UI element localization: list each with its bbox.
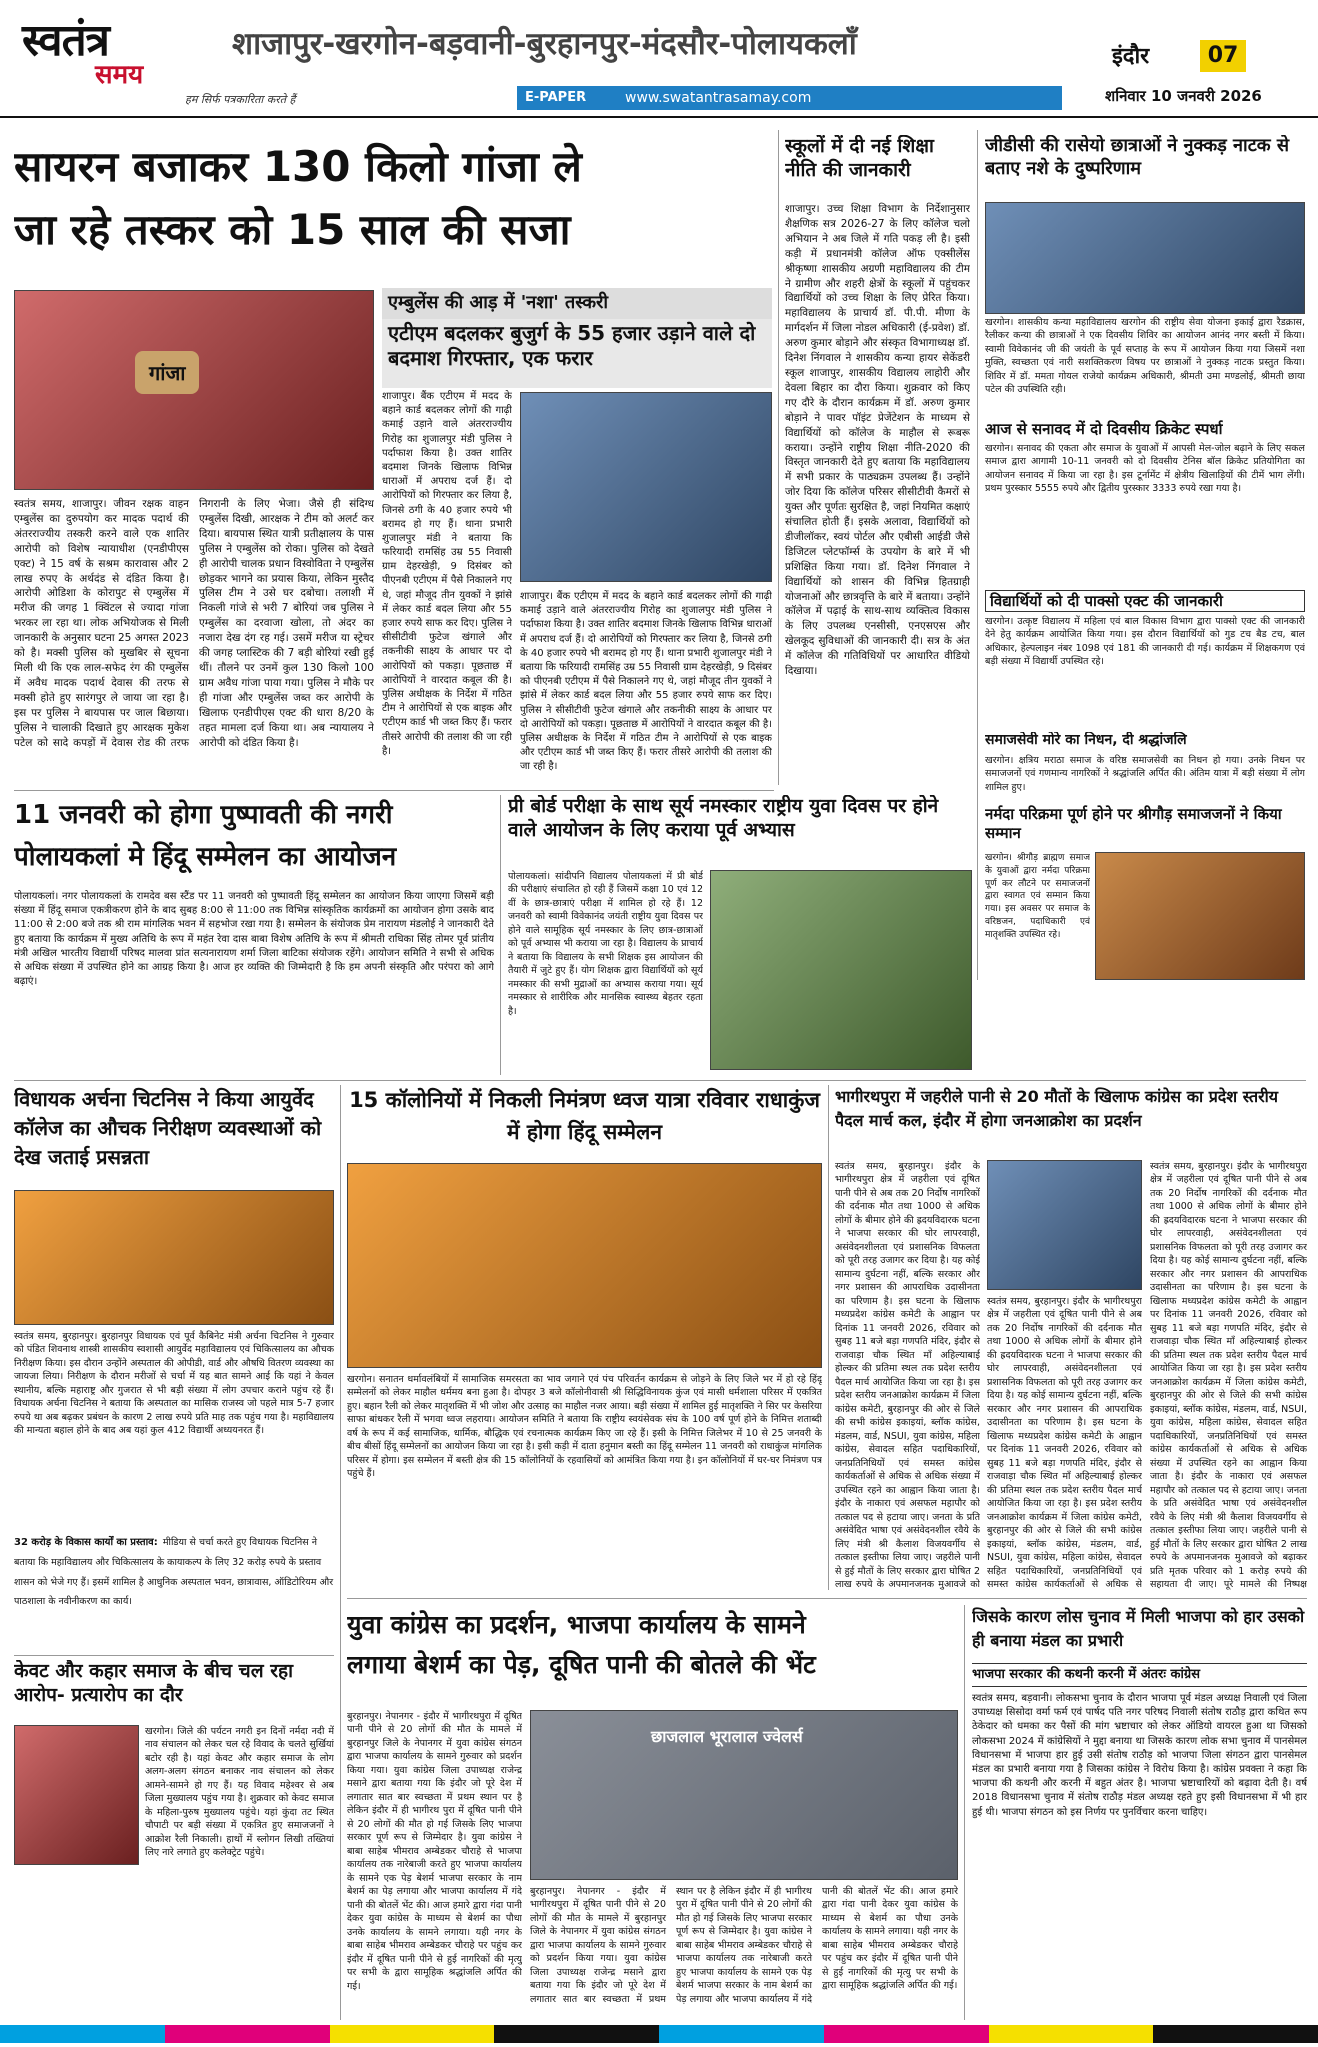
archana-sub-body: मीडिया से चर्चा करते हुए विधायक चिटनिस ने बताया कि महाविद्यालय और चिकित्सालय के कायाकल्प के लिए 32 करोड़ रुपये के प्रस्ताव शासन को भेजे गए हैं। इसमें शामिल है आधुनिक अस्पताल भवन, छात्रावास, ऑडिटोरियम और पाठशाला के नवीनीकरण का कार्य। <box>14 1537 334 1608</box>
yuva-photo <box>530 1710 958 1880</box>
hindu-headline: 11 जनवरी को होगा पुष्पावती की नगरी पोलायकलां मे हिंदू सम्मेलन का आयोजन <box>14 800 397 872</box>
atm-arrest-photo <box>520 392 772 582</box>
prayoga-headline-box <box>508 795 973 865</box>
color-swatch <box>824 2025 989 2043</box>
logo-bottom: समय <box>95 60 144 90</box>
epaper-badge: E-PAPER <box>525 90 587 105</box>
ganja-sack-label: गांजा <box>135 351 199 394</box>
lead-image <box>14 290 374 490</box>
pocso-headline: विद्यार्थियों को दी पाक्सो एक्ट की जानकारी <box>990 592 1223 610</box>
loksabha-sub: भाजपा सरकार की कथनी करनी में अंतरः कांग्रेस <box>972 1667 1200 1682</box>
color-swatch <box>165 2025 330 2043</box>
color-swatch <box>330 2025 495 2043</box>
loksabha-body: स्वतंत्र समय, बड़वानी। लोकसभा चुनाव के दौरान भाजपा पूर्व मंडल अध्यक्ष निवाली एवं जिला उपाध्यक्ष सिसोदा वर्मा फर्म एवं पार्षद पति नगर परिषद निवाली संतोष राठौड़ द्वारा कथित रूप ठेकेदार को धमका कर पैसों की मांग भ्रष्टाचार को लेकर ऑडियो वायरल हुआ था जिसको लोकसभा 2024 में कांग्रेसियों ने मुद्दा बनाया था जिसके कारण लोक सभा चुनाव में पानसेमल विधानसभा में भाजपा हार हुई उसी संतोष राठौड़ को भाजपा जिला संगठन द्वारा पानसेमल मंडल का प्रभारी बनाया गया है जिसका कांग्रेस ने विरोध किया है। कांग्रेस प्रवक्ता ने कहा कि भाजपा की कथनी और करनी में बहुत अंतर है। भाजपा भ्रष्टाचारियों को बढ़ावा देती है। वर्ष 2018 विधानसभा चुनाव में संतोष राठौड़ मंडल अध्यक्ष रहते हुए इसी विधानसभा में भी हार हुई थी। भाजपा संगठन को इस निर्णय पर पुनर्विचार करना चाहिए। <box>972 1693 1307 1818</box>
archana-headline-box <box>14 1085 334 1185</box>
masthead-rule <box>0 116 1318 118</box>
bhagirath-body-1: स्वतंत्र समय, बुरहानपुर। इंदौर के भागीरथपुरा क्षेत्र में जहरीला एवं दूषित पानी पीने से अब तक 20 निर्दोष नागरिकों की दर्दनाक मौत तथा 1000 से अधिक लोगों के बीमार होने की ह्रदयविदारक घटना ने भाजपा सरकार की घोर लापरवाही, असंवेदनशीलता एवं प्रशासनिक विफलता को पूरी तरह उजागर कर दिया है। यह कोई सामान्य दुर्घटना नहीं, बल्कि सरकार और नगर प्रशासन की आपराधिक उदासीनता का परिणाम है। इस घटना के खिलाफ मध्यप्रदेश कांग्रेस कमेटी के आह्वान पर दिनांक 11 जनवरी 2026, रविवार को सुबह 11 बजे बड़ा गणपति मंदिर, इंदौर से राजवाड़ा चौक स्थित माँ अहिल्याबाई होल्कर की प्रतिमा स्थल तक प्रदेश स्तरीय पैदल मार्च आयोजित किया जा रहा है। इस प्रदेश स्तरीय जनआक्रोश कार्यक्रम में जिला कांग्रेस कमेटी, बुरहानपुर की ओर से जिले की सभी कांग्रेस इकाइयां, ब्लॉक कांग्रेस, मंडलम, वार्ड, NSUI, युवा कांग्रेस, महिला कांग्रेस, सेवादल सहित पदाधिकारियों, जनप्रतिनिधियों एवं समस्त कांग्रेस कार्यकर्ताओं से अधिक से अधिक संख्या में उपस्थित रहने का आह्वान किया जाता है। इंदौर के नाकारा एवं असफल महापौर को तत्काल पद से हटाया जाए। जनता के प्रति असंवेदित भाषा एवं असंवेदनशील रवैये के लिए मंत्री श्री कैलाश विजयवर्गीय से तत्काल इस्तीफा लिया जाए। जहरीले पानी से हुई मौतों के लिए सरकार द्वारा घोषित 2 लाख रुपये के अपमानजनक मुआवजे को <box>835 1161 980 1590</box>
archana-headline: विधायक अर्चना चिटनिस ने किया आयुर्वेद कॉलेज का औचक निरीक्षण व्यवस्थाओं को देख जताई प्रसन्नता <box>14 1087 322 1169</box>
loksabha-headline-box <box>972 1605 1307 1660</box>
yuva-headline-2: लगाया बेशर्म का पेड़, दूषित पानी की बोतले की भेंट <box>347 1650 816 1679</box>
cricket-body: खरगोन। सनावद की एकता और समाज के युवाओं में आपसी मेल-जोल बढ़ाने के लिए सकल समाज द्वारा आगामी 10-11 जनवरी को दो दिवसीय टेनिस बॉल क्रिकेट प्रतियोगिता का आयोजन सनावद में किया जा रहा है। इस टूर्नामेंट में क्षेत्रीय खिलाड़ियों की टीमें भाग लेंगी। प्रथम पुरस्कार 5555 रुपये और द्वितीय पुरस्कार 3333 रुपये रखा गया है। <box>985 443 1305 495</box>
school-body: शाजापुर। उच्च शिक्षा विभाग के निर्देशानुसार शैक्षणिक सत्र 2026-27 के लिए कॉलेज चलो अभियान ने अब जिले में गति पकड़ ली है। इसी कड़ी में प्रधानमंत्री कॉलेज ऑफ एक्सीलेंस श्रीकृष्णा शासकीय अग्रणी महाविद्यालय की टीम ने ग्रामीण और शहरी क्षेत्रों के स्कूलों में पहुंचकर विद्यार्थियों को उच्च शिक्षा के लिए प्रेरित किया। महाविद्यालय के प्राचार्य डॉ. पी.पी. मीणा के मार्गदर्शन में जिला नोडल अधिकारी (ई-प्रवेश) डॉ. अरुण कुमार बोड़ाने और संस्कृत विभागाध्यक्ष डॉ. दिनेश निंगवाल ने शासकीय कन्या हायर सेकेंडरी स्कूल शाजापुर, शासकीय विद्यालय लाहोरी और देवला बिहार का दौरा किया। शुक्रवार को किए गए दौरे के दौरान कार्यक्रम में डॉ. अरुण कुमार बोड़ाने ने पावर पॉइंट प्रेजेंटेशन के माध्यम से विद्यार्थियों को कॉलेज के माहौल से रूबरू कराया। उन्होंने राष्ट्रीय शिक्षा नीति-2020 की विस्तृत जानकारी देते हुए बताया कि महाविद्यालय में सभी प्रकार के पाठ्यक्रम उपलब्ध हैं। उन्होंने जोर दिया कि कॉलेज परिसर सीसीटीवी कैमरों से युक्त और पूर्णतः सुरक्षित है, जहां नियमित कक्षाएं संचालित होती हैं। इसके अलावा, विद्यार्थियों को डीजीलॉकर, स्वयं पोर्टल और एबीसी आईडी जैसे डिजिटल प्लेटफॉर्म्स के उपयोग के बारे में भी प्रशिक्षित किया गया। डॉ. दिनेश निंगवाल ने विद्यार्थियों को शासन की विभिन्न हितग्राही योजनाओं और छात्रवृत्ति के बारे में बताया। उन्होंने कॉलेज में पढ़ाई के साथ-साथ व्यक्तित्व विकास के लिए उपलब्ध एनसीसी, एनएसएस और खेलकूद सुविधाओं की जानकारी दी। सत्र के अंत में कॉलेज की गतिविधियों पर आधारित वीडियो दिखाया। <box>785 203 970 678</box>
hindu-headline-box <box>14 795 494 883</box>
lead-headline-line-1: सायरन बजाकर 130 किलो गांजा ले <box>14 142 582 191</box>
yuva-headline-1: युवा कांग्रेस का प्रदर्शन, भाजपा कार्यालय के सामने <box>347 1610 806 1639</box>
school-headline-box <box>785 135 970 200</box>
jd-photo <box>985 202 1305 314</box>
narmada-headline-box <box>985 805 1305 850</box>
narmada-photo <box>1095 852 1305 980</box>
archana-body: स्वतंत्र समय, बुरहानपुर। बुरहानपुर विधायक एवं पूर्व कैबिनेट मंत्री अर्चना चिटनिस ने गुरुवार को पंडित शिवनाथ शास्त्री शासकीय स्वशासी आयुर्वेद महाविद्यालय एवं चिकित्सालय का औचक निरीक्षण किया। इस दौरान उन्होंने अस्पताल की ओपीडी, वार्ड और औषधि वितरण व्यवस्था का जायजा लिया। निरीक्षण के दौरान मरीजों से चर्चा में यह बात सामने आई कि यहां ने केवल स्थानीय, बल्कि महाराष्ट्र और गुजरात से भी बड़ी संख्या में लोग उपचार कराने पहुंच रहे हैं। विधायक अर्चना चिटनिस ने बताया कि अस्पताल का मासिक राजस्व जो पहले मात्र 5-7 हजार रुपये था अब बढ़कर प्रबंधन के कारण 2 लाख रुपये प्रति माह तक पहुंच गया है। महाविद्यालय की मान्यता बहाल होने के बाद अब यहां कुल 412 विद्यार्थी अध्ययनरत हैं। <box>14 1331 334 1437</box>
dhwaj-body: खरगोन। सनातन धर्मावलंबियों में सामाजिक समरसता का भाव जगाने एवं पंच परिवर्तन कार्यक्रम से जोड़ने के लिए जिले भर में हो रहे हिंदू सम्मेलनों को लेकर माहौल धर्ममय बना हुआ है। दोपहर 3 बजे कॉलोनीवासी श्री सिद्धिविनायक कुंज एवं मासी धर्मशाला परिसर में एकत्रित हुए। बहान रैली को लेकर मातृशक्ति में भी जोश और उत्साह का माहौल नजर आया। बड़ी संख्या में शामिल हुई मातृशक्ति ने सिर पर केसरिया साफा बांधकर रैली में भगवा ध्वज लहराया। आयोजन समिति ने बताया कि राष्ट्रीय स्वयंसेवक संघ के 100 वर्ष पूर्ण होने के निमित्त शताब्दी वर्ष के रूप में कई सामाजिक, धार्मिक, बौद्धिक एवं रचनात्मक कार्यक्रम किए जा रहे हैं। इसी के निमित्त जिलेभर में 10 से 25 जनवरी के बीच बीसों हिंदू सम्मेलनों का आयोजन किया जा रहा है। इसी कड़ी में दाता हनुमान बस्ती का हिंदू सम्मेलन 11 जनवरी को राधाकुंज मांगलिक परिसर में होगा। इस सम्मेलन में बस्ती क्षेत्र की 15 कॉलोनियों के रहवासियों को आमंत्रित किया गया है। इन कॉलोनियों में घर-घर निमंत्रण पत्र पहुंचे हैं। <box>347 1374 822 1480</box>
dhwaj-headline: 15 कॉलोनियों में निकली निमंत्रण ध्वज यात्रा रविवार राधाकुंज में होगा हिंदू सम्मेलन <box>349 1088 820 1144</box>
narmada-body: खरगोन। श्रीगौड़ ब्राह्मण समाज के युवाओं द्वारा नर्मदा परिक्रमा पूर्ण कर लौटने पर समाजजनों द्वारा स्वागत एवं सम्मान किया गया। इस अवसर पर समाज के वरिष्ठजन, पदाधिकारी एवं मातृशक्ति उपस्थित रहे। <box>985 853 1090 940</box>
school-headline: स्कूलों में दी नई शिक्षा नीति की जानकारी <box>785 135 934 181</box>
color-swatch <box>989 2025 1154 2043</box>
shop-sign: छाजलाल भूरालाल ज्वेलर्स <box>651 1727 803 1746</box>
logo-top: स्वतंत्र <box>22 15 109 66</box>
jd-body: खरगोन। शासकीय कन्या महाविद्यालय खरगोन की राष्ट्रीय सेवा योजना इकाई द्वारा रैडक्रास, रैलीकर कन्या की छात्राओं ने एक दिवसीय शिविर का आयोजन आनंद नगर बस्ती में किया। स्वामी विवेकानंद जी की जयंती के पूर्व सप्ताह के रूप में आयोजन किया गया जिसमें नशा मुक्ति, स्वच्छता एवं नारी सशक्तिकरण विषय पर छात्राओं ने नुक्कड़ नाटक प्रस्तुत किया। शिविर में डॉ. ममता गोयल राजेयो कार्यक्रम अधिकारी, श्रीमती उमा मण्डलोई, श्रीमती छाया पटेल की उपस्थिति रही। <box>985 317 1305 396</box>
cricket-headline: आज से सनावद में दो दिवसीय क्रिकेट स्पर्धा <box>985 420 1223 438</box>
pocso-headline-box <box>985 590 1305 612</box>
archana-sub-title: 32 करोड़ के विकास कार्यों का प्रस्ताव: <box>14 1537 158 1548</box>
color-swatch <box>0 2025 165 2043</box>
pocso-body: खरगोन। उत्कृष्ट विद्यालय में महिला एवं बाल विकास विभाग द्वारा पाक्सो एक्ट की जानकारी देने हेतु कार्यक्रम आयोजित किया गया। इस दौरान विद्यार्थियों को गुड टच बैड टच, बाल अधिकार, हेल्पलाइन नंबर 1098 एवं 181 की जानकारी दी गई। कार्यक्रम में शिक्षकगण एवं बड़ी संख्या में विद्यार्थी उपस्थित रहे। <box>985 616 1305 668</box>
atm-body-cont: शाजापुर। बैंक एटीएम में मदद के बहाने कार्ड बदलकर लोगों की गाढ़ी कमाई उड़ाने वाले अंतरराज्यीय गिरोह का शुजालपुर मंडी पुलिस ने पर्दाफाश किया है। उक्त शातिर बदमाश जिनके खिलाफ विभिन्न धाराओं में अपराध दर्ज हैं। दो आरोपियों को गिरफ्तार कर लिया है, जिनसे ठगी के 40 हजार रुपये भी बरामद हो गए हैं। थाना प्रभारी शुजालपुर मंडी ने बताया कि फरियादी रामसिंह उम्र 55 निवासी ग्राम देहरखेड़ी, 9 दिसंबर को पीएनबी एटीएम में पैसे निकालने गए थे, जहां मौजूद तीन युवकों ने झांसे में लेकर कार्ड बदल लिया और 55 हजार रुपये साफ कर दिए। पुलिस ने सीसीटीवी फुटेज खंगाले और तकनीकी साक्ष्य के आधार पर दो आरोपियों को पकड़ा। पूछताछ में आरोपियों ने वारदात कबूल की है। पुलिस अधीक्षक के निर्देश में गठित टीम ने आरोपियों से एक बाइक और एटीएम कार्ड भी जब्त किए हैं। फरार तीसरे आरोपी की तलाश की जा रही है। <box>520 591 772 773</box>
jd-headline: जीडीसी की रासेयो छात्राओं ने नुक्कड़ नाटक से बताए नशे के दुष्परिणाम <box>985 135 1290 179</box>
narmada-headline: नर्मदा परिक्रमा पूर्ण होने पर श्रीगौड़ समाजजनों ने किया सम्मान <box>985 805 1282 842</box>
mori-headline: समाजसेवी मोरे का निधन, दी श्रद्धांजलि <box>985 732 1187 748</box>
loksabha-sub-box <box>972 1663 1307 1687</box>
kewat-headline-box <box>14 1660 334 1720</box>
dhwaj-photo <box>347 1163 822 1368</box>
cricket-headline-box <box>985 420 1305 442</box>
jd-headline-box <box>985 135 1305 200</box>
dhwaj-headline-box <box>347 1085 822 1160</box>
print-color-bar <box>0 2025 1318 2043</box>
kewat-headline: केवट और कहार समाज के बीच चल रहा आरोप- प्रत्यारोप का दौर <box>14 1660 293 1706</box>
bhagirath-headline: भागीरथपुरा में जहरीले पानी से 20 मौतों के खिलाफ कांग्रेस का प्रदेश स्तरीय पैदल मार्च कल, इंदौर में होगा जनआक्रोश का प्रदर्शन <box>835 1087 1279 1130</box>
mori-headline-box <box>985 732 1305 754</box>
prayoga-headline: प्री बोर्ड परीक्षा के साथ सूर्य नमस्कार राष्ट्रीय युवा दिवस पर होने वाले आयोजन के लिए कराया पूर्व अभ्यास <box>508 795 939 841</box>
archana-sub <box>14 1530 334 1650</box>
loksabha-headline: जिसके कारण लोस चुनाव में मिली भाजपा को हार उसको ही बनाया मंडल का प्रभारी <box>972 1607 1305 1650</box>
bhagirath-headline-box <box>835 1085 1307 1155</box>
lead-body: स्वतंत्र समय, शाजापुर। जीवन रक्षक वाहन एम्बुलेंस का दुरुपयोग कर मादक पदार्थ की अंतरराज्यीय तस्करी करने वाले एक शातिर आरोपी को विशेष न्यायाधीश (एनडीपीएस एक्ट) ने 15 वर्ष के सश्रम कारावास और 2 लाख रुपए के अर्थदंड से दंडित किया है। आरोपी ओडिशा के कोरापुट से एम्बुलेंस में मरीज की जगह 1 क्विंटल से ज्यादा गांजा भरकर ला रहा था। लोक अभियोजक से मिली जानकारी के अनुसार घटना 25 अगस्त 2023 को है। मक्सी पुलिस को मुखबिर से सूचना मिली थी कि एक लाल-सफेद रंग की एम्बुलेंस में अवैध मादक पदार्थ देवास की तरफ से मक्सी होते हुए सारंगपुर ले जाया जा रहा है। इस पर पुलिस ने बायपास पर जाल बिछाया। पुलिस ने चालाकी दिखाते हुए आरक्षक मुकेश पटेल को सादे कपड़ों में देवास रोड की तरफ निगरानी के लिए भेजा। जैसे ही संदिग्ध एम्बुलेंस दिखी, आरक्षक ने टीम को अलर्ट कर दिया। बायपास स्थित यात्री प्रतीक्षालय के पास पुलिस ने एम्बुलेंस को रोका। पुलिस को देखते ही आरोपी चालक प्रधान विस्वोविता ने एम्बुलेंस छोड़कर भागने का प्रयास किया, लेकिन मुस्तैद पुलिस टीम ने उसे घर दबोचा। तलाशी में निकली गांजे से भरी 7 बोरियां जब पुलिस ने एम्बुलेंस का दरवाजा खोला, तो अंदर का नजारा देख दंग रह गई। उसमें मरीज या स्ट्रेचर की जगह प्लास्टिक की 7 बड़ी बोरियां रखी हुई थीं। तौलने पर उनमें कुल 130 किलो 100 ग्राम अवैध गांजा पाया गया। पुलिस ने मौके पर ही गांजा और एम्बुलेंस जब्त कर आरोपी के खिलाफ एनडीपीएस एक्ट की धारा 8/20 के तहत मामला दर्ज किया था। अब न्यायालय ने आरोपी को दंडित किया है। <box>14 498 374 749</box>
atm-kicker: एम्बुलेंस की आड़ में 'नशा' तस्करी <box>382 288 772 319</box>
edition-city: इंदौर <box>1112 44 1150 69</box>
bhagirath-body-2: स्वतंत्र समय, बुरहानपुर। इंदौर के भागीरथपुरा क्षेत्र में जहरीला एवं दूषित पानी पीने से अब तक 20 निर्दोष नागरिकों की दर्दनाक मौत तथा 1000 से अधिक लोगों के बीमार होने की ह्रदयविदारक घटना ने भाजपा सरकार की घोर लापरवाही, असंवेदनशीलता एवं प्रशासनिक विफलता को पूरी तरह उजागर कर दिया है। यह कोई सामान्य दुर्घटना नहीं, बल्कि सरकार और नगर प्रशासन की आपराधिक उदासीनता का परिणाम है। इस घटना के खिलाफ मध्यप्रदेश कांग्रेस कमेटी के आह्वान पर दिनांक 11 जनवरी 2026, रविवार को सुबह 11 बजे बड़ा गणपति मंदिर, इंदौर से राजवाड़ा चौक स्थित माँ अहिल्याबाई होल्कर की प्रतिमा स्थल तक प्रदेश स्तरीय पैदल मार्च आयोजित किया जा रहा है। इस प्रदेश स्तरीय जनआक्रोश कार्यक्रम में जिला कांग्रेस कमेटी, बुरहानपुर की ओर से जिले की सभी कांग्रेस इकाइयां, ब्लॉक कांग्रेस, मंडलम, वार्ड, NSUI, युवा कांग्रेस, महिला कांग्रेस, सेवादल सहित पदाधिकारियों, जनप्रतिनिधियों एवं समस्त कांग्रेस कार्यकर्ताओं से अधिक से <box>987 1296 1142 1590</box>
prayoga-photo <box>710 870 972 1070</box>
archana-photo <box>14 1190 334 1325</box>
lead-headline-line-2: जा रहे तस्कर को 15 साल की सजा <box>14 205 571 254</box>
color-swatch <box>659 2025 824 2043</box>
color-swatch <box>1153 2025 1318 2043</box>
kewat-photo <box>14 1725 139 1865</box>
mori-body: खरगोन। क्षत्रिय मराठा समाज के वरिष्ठ समाजसेवी का निधन हो गया। उनके निधन पर समाजजनों एवं गणमान्य नागरिकों ने श्रद्धांजलि अर्पित की। अंतिम यात्रा में बड़ी संख्या में लोग शामिल हुए। <box>985 755 1305 793</box>
bhagirath-photo <box>987 1160 1142 1290</box>
atm-body: शाजापुर। बैंक एटीएम में मदद के बहाने कार्ड बदलकर लोगों की गाढ़ी कमाई उड़ाने वाले अंतरराज्यीय गिरोह का शुजालपुर मंडी पुलिस ने पर्दाफाश किया है। उक्त शातिर बदमाश जिनके खिलाफ विभिन्न धाराओं में अपराध दर्ज हैं। दो आरोपियों को गिरफ्तार कर लिया है, जिनसे ठगी के 40 हजार रुपये भी बरामद हो गए हैं। थाना प्रभारी शुजालपुर मंडी ने बताया कि फरियादी रामसिंह उम्र 55 निवासी ग्राम देहरखेड़ी, 9 दिसंबर को पीएनबी एटीएम में पैसे निकालने गए थे, जहां मौजूद तीन युवकों ने झांसे में लेकर कार्ड बदल लिया और 55 हजार रुपये साफ कर दिए। पुलिस ने सीसीटीवी फुटेज खंगाले और तकनीकी साक्ष्य के आधार पर दो आरोपियों को पकड़ा। पूछताछ में आरोपियों ने वारदात कबूल की है। पुलिस अधीक्षक के निर्देश में गठित टीम ने आरोपियों से एक बाइक और एटीएम कार्ड भी जब्त किए हैं। फरार तीसरे आरोपी की तलाश की जा रही है। <box>382 391 512 757</box>
lead-headline <box>14 135 772 290</box>
bhagirath-body-3: स्वतंत्र समय, बुरहानपुर। इंदौर के भागीरथपुरा क्षेत्र में जहरीला एवं दूषित पानी पीने से अब तक 20 निर्दोष नागरिकों की दर्दनाक मौत तथा 1000 से अधिक लोगों के बीमार होने की ह्रदयविदारक घटना ने भाजपा सरकार की घोर लापरवाही, असंवेदनशीलता एवं प्रशासनिक विफलता को पूरी तरह उजागर कर दिया है। यह कोई सामान्य दुर्घटना नहीं, बल्कि सरकार और नगर प्रशासन की आपराधिक उदासीनता का परिणाम है। इस घटना के खिलाफ मध्यप्रदेश कांग्रेस कमेटी के आह्वान पर दिनांक 11 जनवरी 2026, रविवार को सुबह 11 बजे बड़ा गणपति मंदिर, इंदौर से राजवाड़ा चौक स्थित माँ अहिल्याबाई होल्कर की प्रतिमा स्थल तक प्रदेश स्तरीय पैदल मार्च आयोजित किया जा रहा है। इस प्रदेश स्तरीय जनआक्रोश कार्यक्रम में जिला कांग्रेस कमेटी, बुरहानपुर की ओर से जिले की सभी कांग्रेस इकाइयां, ब्लॉक कांग्रेस, मंडलम, वार्ड, NSUI, युवा कांग्रेस, महिला कांग्रेस, सेवादल सहित पदाधिकारियों, जनप्रतिनिधियों एवं समस्त कांग्रेस कार्यकर्ताओं से अधिक से अधिक संख्या में उपस्थित रहने का आह्वान किया जाता है। इंदौर के नाकारा एवं असफल महापौर को तत्काल पद से हटाया जाए। जनता के प्रति असंवेदित भाषा एवं असंवेदनशील रवैये के लिए मंत्री श्री कैलाश विजयवर्गीय से तत्काल इस्तीफा लिया जाए। जहरीले पानी से हुई मौतों के लिए सरकार द्वारा घोषित 2 लाख रुपये के अपमानजनक मुआवजे को बढ़ाकर प्रति मृतक परिवार को 1 करोड़ रुपये की सहायता दी जाए। पूरे मामले की निष्पक्ष <box>1150 1161 1307 1590</box>
atm-box <box>382 288 772 388</box>
tagline: हम सिर्फ पत्रकारिता करते हैं <box>185 93 296 106</box>
yuva-body-cont: बुरहानपुर। नेपानगर - इंदौर में भागीरथपुरा में दूषित पानी पीने से 20 लोगों की मौत के मामले में बुरहानपुर जिले के नेपानगर में युवा कांग्रेस संगठन द्वारा भाजपा कार्यालय के सामने गुरुवार को प्रदर्शन किया गया। युवा कांग्रेस जिला उपाध्यक्ष राजेन्द्र मसाने द्वारा बताया गया कि इंदौर जो पूरे देश में लगातार सात बार स्वच्छता में प्रथम स्थान पर है लेकिन इंदौर में ही भागीरथ पुरा में दूषित पानी पीने से 20 लोगों की मौत हो गई जिसके लिए भाजपा सरकार पूर्ण रूप से जिम्मेदार है। युवा कांग्रेस ने बाबा साहेब भीमराव अम्बेडकर चौराहे से भाजपा कार्यालय तक नारेबाजी करते हुए भाजपा कार्यालय के सामने एक पेड़ बेशर्म भाजपा सरकार के नाम बेशर्म का पेड़ लगाया और भाजपा कार्यालय में गंदे पानी की बोतलें भेंट की। आज हमारे द्वारा गंदा पानी देकर युवा कांग्रेस के माध्यम से बेशर्म का पौधा उनके कार्यालय के सामने लगाया। यही नगर के बाबा साहेब भीमराव अम्बेडकर चौराहे पर पहुंच कर इंदौर में दूषित पानी पीने से हुई नागरिकों की मृत्यु पर सभी के द्वारा सामूहिक श्रद्धांजलि अर्पित की गई। <box>530 1886 958 2005</box>
date: शनिवार 10 जनवरी 2026 <box>1105 87 1262 105</box>
atm-headline: एटीएम बदलकर बुजुर्ग के 55 हजार उड़ाने वाले दो बदमाश गिरफ्तार, एक फरार <box>388 320 756 370</box>
prayoga-body: पोलायकलां। सांदीपनि विद्यालय पोलायकलां में प्री बोर्ड की परीक्षाएं संचालित हो रही हैं जिसमें कक्षा 10 एवं 12 वीं के छात्र-छात्राएं परीक्षा में शामिल हो रहे हैं। 12 जनवरी को स्वामी विवेकानंद जयंती राष्ट्रीय युवा दिवस पर होने वाले सामूहिक सूर्य नमस्कार के लिए छात्र-छात्राओं को पूर्व अभ्यास भी कराया जा रहा है। विद्यालय के प्राचार्य ने बताया कि विद्यालय के सभी शिक्षक इस आयोजन की तैयारी में जुटे हुए हैं। योग शिक्षक द्वारा विद्यार्थियों को सूर्य नमस्कार की सभी मुद्राओं का अभ्यास कराया गया। सूर्य नमस्कार से शारीरिक और मानसिक स्वास्थ्य बेहतर रहता है। <box>508 871 703 1017</box>
color-swatch <box>494 2025 659 2043</box>
edition-cities: शाजापुर-खरगोन-बड़वानी-बुरहानपुर-मंदसौर-पोलायकलाँ <box>232 26 857 62</box>
masthead <box>0 0 1318 118</box>
kewat-body: खरगोन। जिले की पर्यटन नगरी इन दिनों नर्मदा नदी में नाव संचालन को लेकर चल रहे विवाद के चलते सुर्खियां बटोर रही है। यहां केवट और कहार समाज के लोग अलग-अलग संगठन बनाकर नाव संचालन को लेकर आमने-सामने हो गए हैं। यह विवाद महेश्वर से अब जिला मुख्यालय पहुंच गया है। शुक्रवार को केवट समाज के महिला-पुरुष मुख्यालय पहुंचे। यहां कुंदा तट स्थित चौपाटी पर बड़ी संख्या में एकत्रित हुए समाजजनों ने आक्रोश रैली निकाली। हाथों में स्लोगन लिखी तख्तियां लिए नारे लगाते हुए कलेक्ट्रेट पहुंचे। <box>145 1726 334 1859</box>
website-link[interactable]: www.swatantrasamay.com <box>625 90 812 106</box>
hindu-body: पोलायकलां। नगर पोलायकलां के रामदेव बस स्टैंड पर 11 जनवरी को पुष्पावती हिंदू सम्मेलन का आयोजन किया जाएगा जिसमें बड़ी संख्या में हिंदू समाज एकत्रीकरण होने के बाद सुबह 8:00 से 11:00 तक विभिन्न सांस्कृतिक कार्यक्रमों का आयोजन होगा उसके बाद 11:00 से 2:00 बजे तक श्री राम मांगलिक भवन में सहभोज रखा गया है। सम्मेलन के संयोजक प्रेम नारायण मंडलोई ने जानकारी देते हुए बताया कि कार्यक्रम में मुख्य अतिथि के रूप में महंत रेवा दास बाबा विशेष अतिथि के रूप में श्रीमती राधिका सिंह तोमर पूर्व प्रांतीय मंत्री अखिल भारतीय विद्यार्थी परिषद मालवा प्रांत सत्यनारायण शर्मा जिला बाटिका संयोजक रहेंगे। आयोजन समिति ने सभी से अधिक से अधिक संख्या में उपस्थित होने का आग्रह किया है। आज हर व्यक्ति की जिम्मेदारी है कि हम अपनी संस्कृति और परंपरा को आगे बढ़ाएं। <box>14 891 494 988</box>
yuva-body: बुरहानपुर। नेपानगर - इंदौर में भागीरथपुरा में दूषित पानी पीने से 20 लोगों की मौत के मामले में बुरहानपुर जिले के नेपानगर में युवा कांग्रेस संगठन द्वारा भाजपा कार्यालय के सामने गुरुवार को प्रदर्शन किया गया। युवा कांग्रेस जिला उपाध्यक्ष राजेन्द्र मसाने द्वारा बताया गया कि इंदौर जो पूरे देश में लगातार सात बार स्वच्छता में प्रथम स्थान पर है लेकिन इंदौर में ही भागीरथ पुरा में दूषित पानी पीने से 20 लोगों की मौत हो गई जिसके लिए भाजपा सरकार पूर्ण रूप से जिम्मेदार है। युवा कांग्रेस ने बाबा साहेब भीमराव अम्बेडकर चौराहे से भाजपा कार्यालय तक नारेबाजी करते हुए भाजपा कार्यालय के सामने एक पेड़ बेशर्म भाजपा सरकार के नाम बेशर्म का पेड़ लगाया और भाजपा कार्यालय में गंदे पानी की बोतलें भेंट की। आज हमारे द्वारा गंदा पानी देकर युवा कांग्रेस के माध्यम से बेशर्म का पौधा उनके कार्यालय के सामने लगाया। यही नगर के बाबा साहेब भीमराव अम्बेडकर चौराहे पर पहुंच कर इंदौर में दूषित पानी पीने से हुई नागरिकों की मृत्यु पर सभी के द्वारा सामूहिक श्रद्धांजलि अर्पित की गई। <box>347 1711 522 1992</box>
yuva-headline-box <box>347 1605 957 1705</box>
page-number: 07 <box>1200 40 1246 72</box>
